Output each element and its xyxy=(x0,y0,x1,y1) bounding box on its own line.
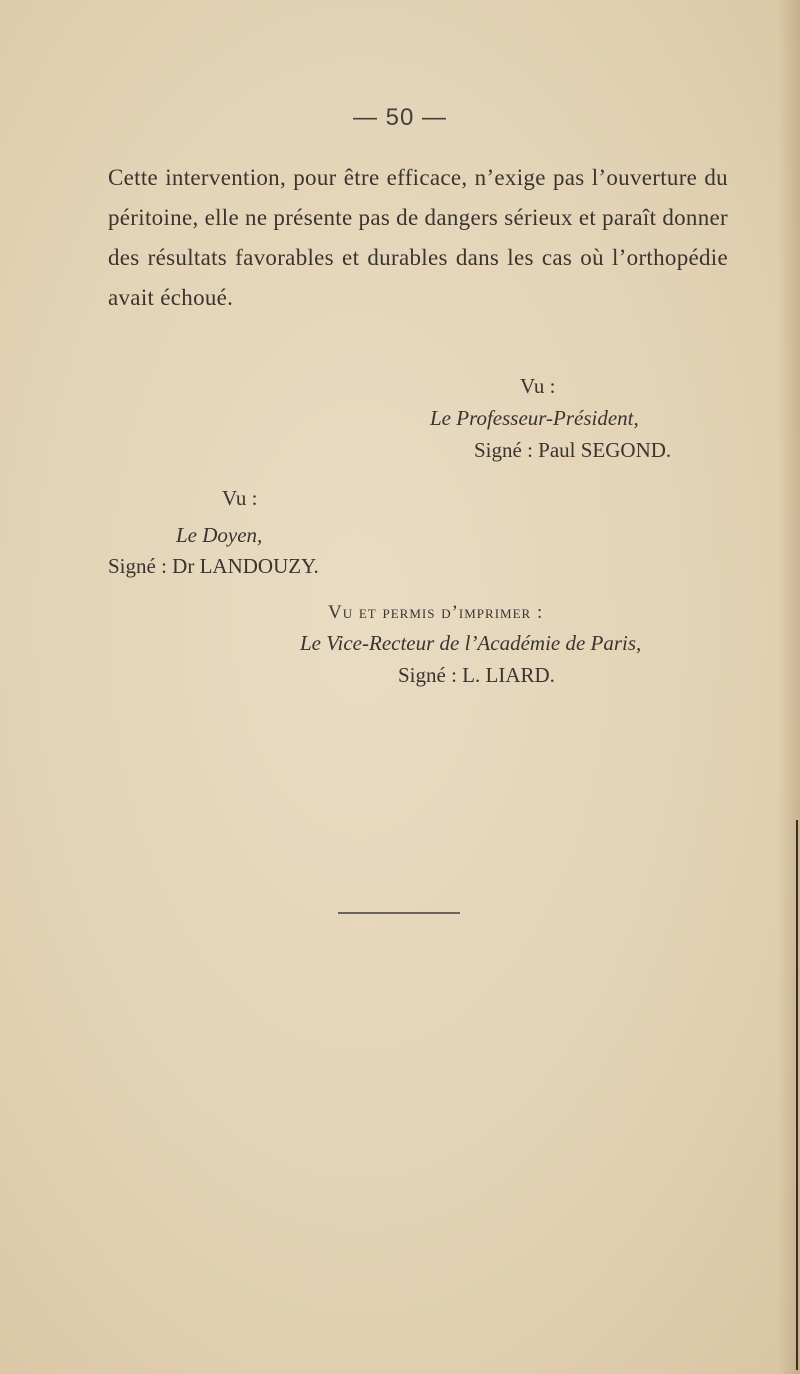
page-edge-line xyxy=(796,820,798,1370)
page-number: — 50 — xyxy=(352,104,448,131)
print-permit-vu: Vu et permis d’imprimer : xyxy=(328,602,544,623)
vice-rector-title: Le Vice-Recteur de l’Académie de Paris, xyxy=(300,631,642,655)
body-paragraph: Cette intervention, pour être efficace, n’exige pas l’ouverture du péritoine, elle ne présente pas de dangers sérieux et paraît donner des résultats favorables et durables dans les cas où l’orthopédie avait échoué. xyxy=(108,165,728,310)
vice-rector-signature: Signé : L. LIARD. xyxy=(398,663,555,687)
president-title: Le Professeur-Président, xyxy=(430,406,639,430)
end-rule xyxy=(338,912,460,914)
president-vu: Vu : xyxy=(520,374,556,398)
dean-signature: Signé : Dr LANDOUZY. xyxy=(108,554,319,578)
dean-title: Le Doyen, xyxy=(176,523,263,547)
president-signature: Signé : Paul SEGOND. xyxy=(474,438,672,462)
dean-vu: Vu : xyxy=(222,486,258,510)
